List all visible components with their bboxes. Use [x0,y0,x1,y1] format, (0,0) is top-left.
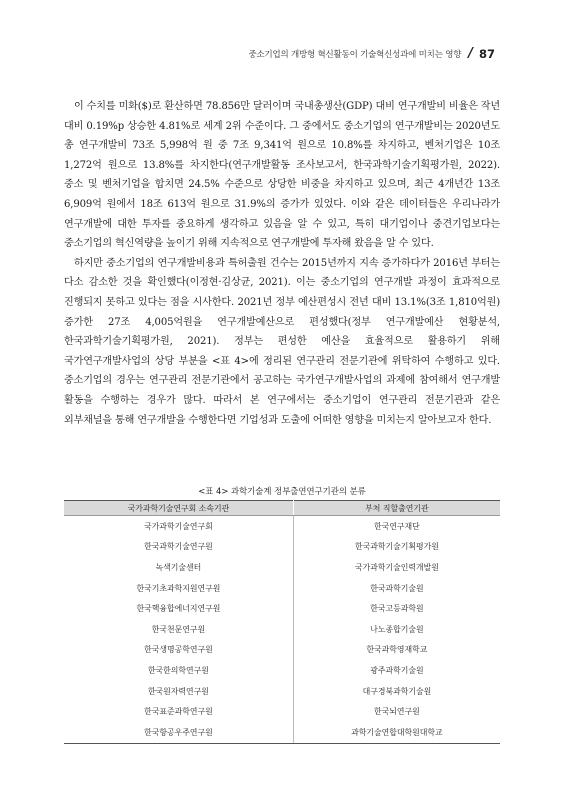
table-cell: 광주과학기술원 [370,665,424,675]
table-cell: 한국연구재단 [374,521,420,531]
table-cell: 한국한의학연구원 [64,660,293,681]
table-row [64,557,500,578]
table-cell: 한국천문연구원 [64,619,293,640]
paragraph: 이 수치를 미화($)로 환산하면 78.856만 달러이며 국내총생산(GDP) 대비 연구개발비 비율은 작년 대비 0.19%p 상승한 4.81%로 세계 2위 수준이다. 그 중에서도 중소기업의 연구개발비는 2020년도 총 연구개발비 73조 5,998억 원 중 7조 9,341억 원으로 10.8%를 차지하고, 벤처기업은 10조 1,272억 원으로 13.8%를 차지한다(연구개발활동 조사보고서, 한국과학기술기획평가원, 2022). 중소 및 벤처기업을 합치면 24.5% 수준으로 상당한 비중을 차지하고 있으며, 최근 4개년간 13조 6,909억 원에서 18조 613억 원으로 31.9%의 증가가 있었다. 이와 같은 데이터들은 우리나라가 연구개발에 대한 투자를 중요하게 생각하고 있음을 알 수 있고, 특히 대기업이나 중견기업보다는 중소기업의 혁신역량을 높이기 위해 지속적으로 연구개발에 투자해 왔음을 알 수 있다. [64,101,500,250]
table-cell: 한국항공우주연구원 [64,722,293,743]
table-row [64,516,500,537]
table-cell: 국가과학기술인력개발원 [355,562,439,572]
table-cell: 한국과학기술원 [370,583,424,593]
table-cell: 한국뇌연구원 [374,707,420,717]
table-cell: 국가과학기술연구회 [64,516,293,537]
table-header-row [64,501,500,516]
table-row [64,598,500,619]
table-cell: 한국과학영재학교 [366,645,428,655]
table-row [64,578,500,599]
column-header-ministry-institutes: 부처 직할출연기관 [293,501,500,516]
body-text [64,97,500,430]
running-title: 중소기업의 개방형 혁신활동이 기술혁신성과에 미치는 영향 [248,49,462,60]
table-cell: 녹색기술센터 [64,557,293,578]
header-separator: / [468,46,473,61]
running-header [248,46,495,61]
page-number: 87 [478,46,495,61]
table-cell: 한국생명공학연구원 [64,640,293,661]
table-cell: 한국표준과학연구원 [64,701,293,722]
table-row [64,619,500,640]
table-cell: 한국과학기술연구원 [64,537,293,558]
table-row [64,681,500,702]
institution-table [64,500,500,744]
column-header-research-council: 국가과학기술연구회 소속기관 [64,501,293,516]
paragraph: 하지만 중소기업의 연구개발비용과 특허출원 건수는 2015년까지 지속 증가하다가 2016년 부터는 다소 감소한 것을 확인했다(이정현·김상균, 2021). 이는 중소기업의 연구개발 과정이 효과적으로 진행되지 못하고 있다는 점을 시사한다. 2021년 정부 예산편성시 전년 대비 13.1%(3조 1,810억원) 증가한 27조 4,005억원을 연구개발예산으로 편성했다(정부 연구개발예산 현황분석, 한국과학기술기획평가원, 2021). 정부는 편성한 예산을 효율적으로 활용하기 위해 국가연구개발사업의 상당 부분을 <표 4>에 정리된 연구관리 전문기관에 위탁하여 수행하고 있다. 중소기업의 경우는 연구관리 전문기관에서 공고하는 국가연구개발사업의 과제에 참여해서 연구개발 활동을 수행하는 경우가 많다. 따라서 본 연구에서는 중소기업이 연구관리 전문기관과 같은 외부채널을 통해 연구개발을 수행한다면 기업성과 도출에 어떠한 영향을 미치는지 알아보고자 한다. [64,257,500,426]
table-cell: 한국기초과학지원연구원 [64,578,293,599]
table-cell: 한국고등과학원 [370,604,424,614]
table-cell: 나노종합기술원 [370,624,424,634]
table-cell: 과학기술연합대학원대학교 [293,722,500,743]
table-caption: <표 4> 과학기술계 정부출연연구기관의 분류 [198,486,366,496]
table-cell: 대구경북과학기술원 [362,686,432,696]
table-cell: 한국핵융합에너지연구원 [64,598,293,619]
table-row [64,701,500,722]
table-row [64,660,500,681]
table-cell: 한국원자력연구원 [64,681,293,702]
table-row [64,640,500,661]
table-cell: 한국과학기술기획평가원 [355,542,439,552]
table-row [64,722,500,743]
table-row [64,537,500,558]
